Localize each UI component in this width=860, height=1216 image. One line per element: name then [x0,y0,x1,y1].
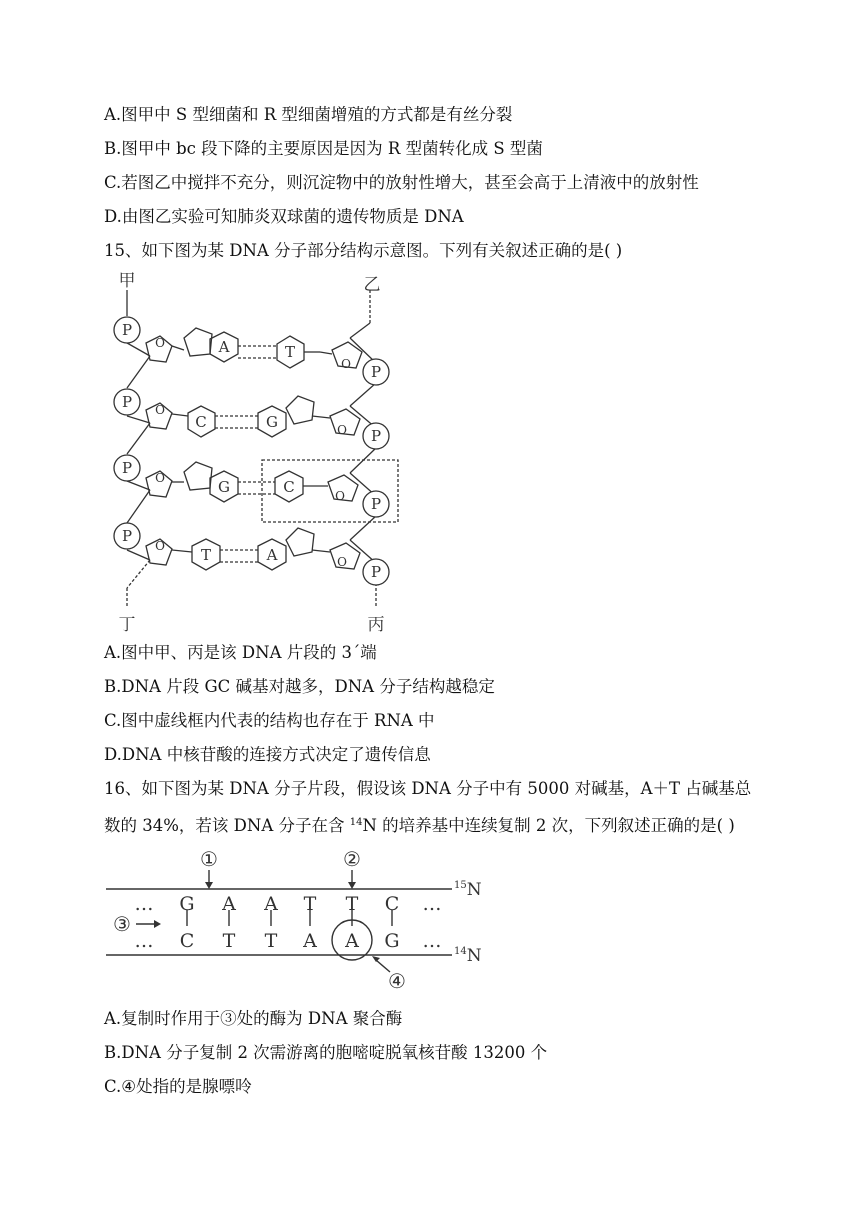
bottom-ellipsis-left: … [134,930,154,952]
top-isotope-label: $^{15}$N [454,880,482,900]
strand-label-jia: 甲 [118,271,136,291]
sugar-oxygen-label: O [335,489,345,503]
phosphate-label: P [370,427,382,445]
q16-stem-line1: 16、如下图为某 DNA 分子片段，假设该 DNA 分子中有 5000 对碱基，A＋T 占碱基总 [104,779,752,798]
base-label: G [266,413,278,431]
top-base: A [264,893,278,915]
bottom-base: T [222,930,236,952]
bottom-base: G [384,930,400,952]
top-base: T [345,893,359,915]
q15-option-a: A.图中甲、丙是该 DNA 片段的 3´端 [104,643,377,662]
phosphate-label: P [370,495,382,513]
q16-option-c: C.④处指的是腺嘌呤 [104,1077,252,1096]
dna-structure-diagram [100,268,420,638]
dna-replication-diagram [100,842,490,992]
sugar-oxygen-label: O [341,357,351,371]
q14-option-a: A.图甲中 S 型细菌和 R 型细菌增殖的方式都是有丝分裂 [104,105,513,124]
bottom-base: T [264,930,278,952]
bottom-base: C [179,930,195,952]
bottom-ellipsis-right: … [422,930,442,952]
q15-option-c: C.图中虚线框内代表的结构也存在于 RNA 中 [104,711,435,730]
q14-option-b: B.图甲中 bc 段下降的主要原因是因为 R 型菌转化成 S 型菌 [104,139,543,158]
q16-option-b: B.DNA 分子复制 2 次需游离的胞嘧啶脱氧核苷酸 13200 个 [104,1043,548,1062]
bottom-isotope-label: $^{14}$N [454,946,482,966]
q15-option-b: B.DNA 片段 GC 碱基对越多，DNA 分子结构越稳定 [104,677,495,696]
base-label: T [284,343,296,361]
phosphate-label: P [370,363,382,381]
sugar-oxygen-label: O [337,423,347,437]
q16-stem-line2: 数的 34%，若该 DNA 分子在含 $^{14}$N 的培养基中连续复制 2 次，下列叙述正确的是( ) [104,816,735,835]
marker-1: ① [200,847,218,871]
top-base: C [384,893,400,915]
q15-option-d: D.DNA 中核苷酸的连接方式决定了遗传信息 [104,745,431,764]
q14-option-c: C.若图乙中搅拌不充分，则沉淀物中的放射性增大，甚至会高于上清液中的放射性 [104,173,699,192]
phosphate-label: P [370,563,382,581]
sugar-oxygen-label: O [155,471,165,485]
base-label: A [218,338,230,356]
phosphate-label: P [121,321,133,339]
sugar-oxygen-label: O [337,555,347,569]
phosphate-label: P [121,527,133,545]
strand-label-ding: 丁 [118,615,136,635]
strand-label-yi: 乙 [363,275,381,295]
top-base: A [222,893,236,915]
top-ellipsis-left: … [134,893,154,915]
bottom-base: A [345,930,359,952]
sugar-oxygen-label: O [155,403,165,417]
top-ellipsis-right: … [422,893,442,915]
base-label: A [266,546,278,564]
q14-option-d: D.由图乙实验可知肺炎双球菌的遗传物质是 DNA [104,207,464,226]
q15-stem: 15、如下图为某 DNA 分子部分结构示意图。下列有关叙述正确的是( ) [104,241,623,260]
phosphate-label: P [121,459,133,477]
base-label: C [283,478,295,496]
top-base: G [179,893,195,915]
strand-label-bing: 丙 [367,615,385,635]
marker-4: ④ [388,969,406,992]
bottom-base: A [303,930,317,952]
phosphate-label: P [121,393,133,411]
base-label: G [218,478,230,496]
sugar-oxygen-label: O [155,539,165,553]
top-base: T [303,893,317,915]
sugar-oxygen-label: O [155,336,165,350]
marker-3: ③ [113,912,131,936]
marker-2: ② [343,847,361,871]
base-label: C [195,413,207,431]
q16-option-a: A.复制时作用于③处的酶为 DNA 聚合酶 [104,1009,403,1028]
base-label: T [200,546,212,564]
